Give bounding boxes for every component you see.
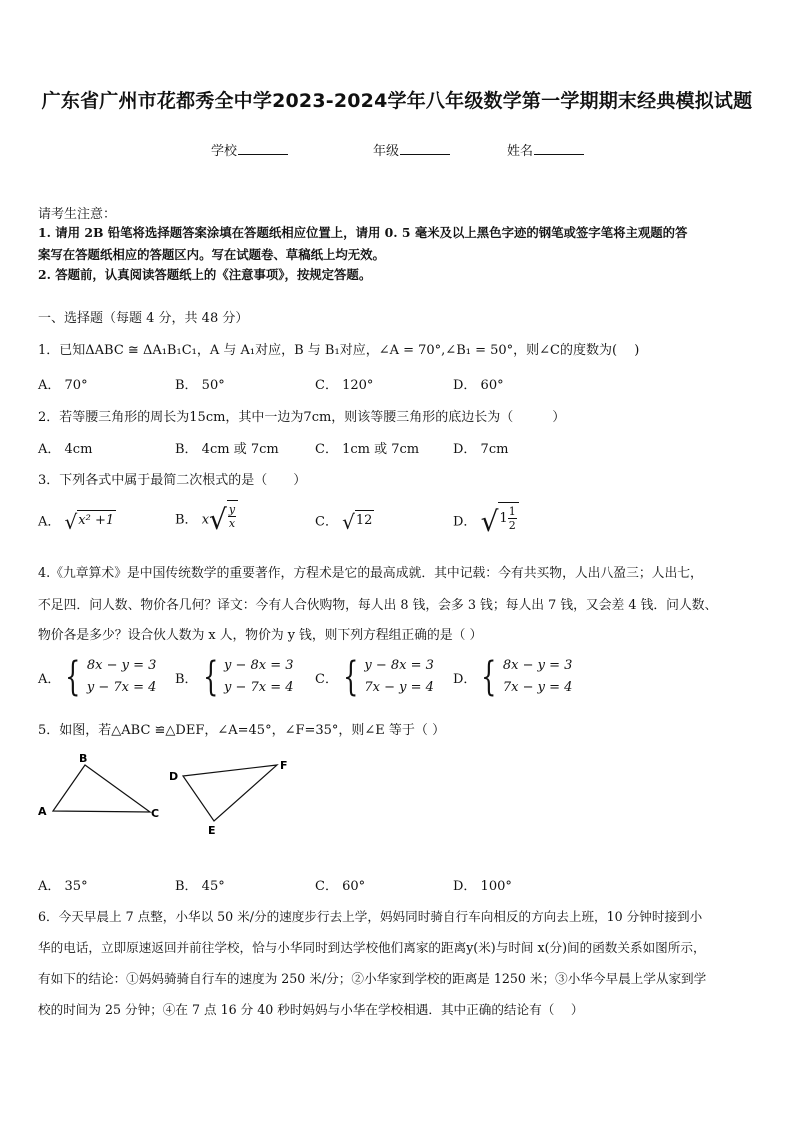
q2-option-a[interactable]: A． 4cm [38,442,93,457]
q3-radicand-c: 12 [355,510,375,534]
q3-option-b[interactable]: B． x √ $\frac{y}{x}$ [175,500,238,540]
vertex-f-label: F [280,759,288,772]
notice-item1-line2: 案写在答题纸相应的答题区内。写在试题卷、草稿纸上均无效。 [38,247,385,262]
q4-option-d[interactable]: D． { 8x − y = 3 7x − y = 4 [453,654,573,700]
q2-option-d[interactable]: D． 7cm [453,442,509,457]
q5-option-b[interactable]: B． 45° [175,879,225,894]
q4-stem-line2: 不足四．问人数、物价各几何？译文：今有人合伙购物，每人出 8 钱，会多 3 钱；每人出 7 钱，又会差 4 钱．问人数、 [38,598,718,613]
q4-d-eq1: 8x − y = 3 [502,658,573,673]
q3-option-d[interactable]: D． √ 1 $\frac{1}{2}$ [453,502,519,542]
school-label: 学校 [211,144,238,159]
vertex-c-label: C [151,807,160,820]
q4-a-eq1: 8x − y = 3 [86,658,157,673]
q1-option-a[interactable]: A． 70° [38,378,88,393]
q3-label-c: C． [315,514,338,530]
name-label: 姓名 [507,144,534,159]
triangle-abc [53,765,150,812]
vertex-a-label: A [38,805,47,818]
q3-label-b: B． [175,512,198,528]
grade-field[interactable] [373,140,450,159]
q4-label-b: B． [175,671,198,687]
school-field[interactable] [211,140,288,159]
q5-triangle-figure [30,752,300,842]
vertex-d-label: D [169,770,179,783]
q3-den-d: 2 [508,519,516,532]
q5-option-d[interactable]: D． 100° [453,879,512,894]
q1-stem: 1．已知ΔABC ≅ ΔA₁B₁C₁，A 与 A₁对应，B 与 B₁对应，∠A = 70°,∠B₁ = 50°，则∠C的度数为( ) [38,343,640,358]
q3-num-d: 1 [508,505,516,518]
q5-option-a[interactable]: A． 35° [38,879,88,894]
q1-option-c[interactable]: C． 120° [315,378,374,393]
q6-stem-line3: 有如下的结论：①妈妈骑骑自行车的速度为 250 米/分；②小华家到学校的距离是 1250 米；③小华今早晨上学从家到学 [38,971,707,986]
q4-stem-line1: 4.《九章算术》是中国传统数学的重要著作，方程术是它的最高成就．其中记载：今有共买物，人出八盈三；人出七， [38,566,703,581]
q4-c-eq1: y − 8x = 3 [364,658,434,673]
q3-coef-b: x [201,512,210,528]
q6-stem-line4: 校的时间为 25 分钟；④在 7 点 16 分 40 秒时妈妈与小华在学校相遇．其中正确的结论有（ ） [38,1002,584,1017]
notice-heading: 请考生注意： [38,207,117,222]
q4-option-c[interactable]: C． { y − 8x = 3 7x − y = 4 [315,654,434,700]
triangle-def [183,765,277,821]
q3-label-a: A． [38,514,61,530]
q2-stem: 2．若等腰三角形的周长为15cm，其中一边为7cm，则该等腰三角形的底边长为（ ） [38,410,566,425]
q3-option-c[interactable]: C． √ 12 [315,510,373,534]
q4-option-b[interactable]: B． { y − 8x = 3 y − 7x = 4 [175,654,294,700]
q4-b-eq1: y − 8x = 3 [224,658,294,673]
q4-stem-line3: 物价各是多少？设合伙人数为 x 人，物价为 y 钱，则下列方程组正确的是（ ） [38,628,483,643]
q3-stem: 3．下列各式中属于最简二次根式的是（ ） [38,473,307,488]
q3-label-d: D． [453,514,477,530]
q5-stem: 5．如图，若△ABC ≌△DEF，∠A=45°，∠F=35°，则∠E 等于（ ） [38,723,446,738]
q1-option-b[interactable]: B． 50° [175,378,225,393]
q4-label-c: C． [315,671,338,687]
vertex-e-label: E [208,824,216,837]
q4-label-a: A． [38,671,61,687]
q3-num-b: y [228,503,236,516]
notice-item1-line1: 1. 请用 2B 铅笔将选择题答案涂填在答题纸相应位置上，请用 0. 5 毫米及以上黑色字迹的钢笔或签字笔将主观题的答 [38,225,688,240]
q6-stem-line1: 6．今天早晨上 7 点整，小华以 50 米/分的速度步行去上学，妈妈同时骑自行车向相反的方向去上班，10 分钟时接到小 [38,909,703,924]
q3-whole-d: 1 [499,511,508,526]
q4-c-eq2: 7x − y = 4 [364,680,434,695]
name-field[interactable] [507,140,584,159]
notice-item2: 2. 答题前，认真阅读答题纸上的《注意事项》，按规定答题。 [38,267,372,282]
q1-option-d[interactable]: D． 60° [453,378,504,393]
q4-option-a[interactable]: A． { 8x − y = 3 y − 7x = 4 [38,654,157,700]
q3-radicand-a: x² +1 [77,510,116,534]
page-title: 广东省广州市花都秀全中学2023-2024学年八年级数学第一学期期末经典模拟试题 [41,90,753,112]
q3-den-b: x [228,517,236,530]
grade-label: 年级 [373,144,400,159]
q4-a-eq2: y − 7x = 4 [86,680,157,695]
section-heading: 一、选择题（每题 4 分，共 48 分） [38,311,249,326]
q4-d-eq2: 7x − y = 4 [502,680,573,695]
q2-option-b[interactable]: B． 4cm 或 7cm [175,442,279,457]
q3-option-a[interactable]: A． √ x² +1 [38,510,115,534]
q2-option-c[interactable]: C． 1cm 或 7cm [315,442,420,457]
q6-stem-line2: 华的电话，立即原速返回并前往学校，恰与小华同时到达学校他们离家的距离y(米)与时间 x(分)间的函数关系如图所示， [38,940,706,955]
q5-option-c[interactable]: C． 60° [315,879,366,894]
q4-b-eq2: y − 7x = 4 [224,680,294,695]
q4-label-d: D． [453,671,477,687]
vertex-b-label: B [79,752,88,765]
